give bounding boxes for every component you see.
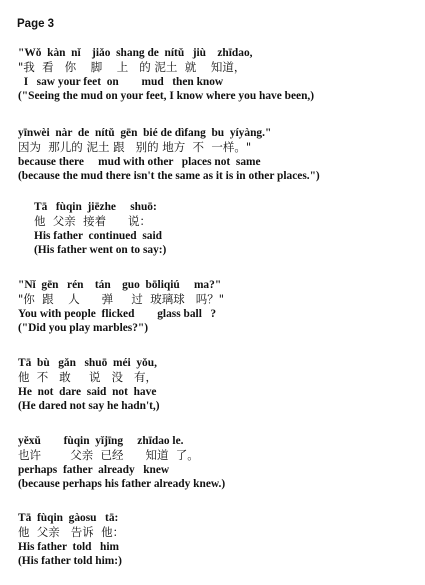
translation-line: (His father went on to say:) [34, 244, 167, 256]
sentence-block-3 [34, 200, 425, 257]
chinese-line: 他 父亲 告诉 他： [18, 525, 125, 539]
literal-gloss-line: because there mud with other places not same [18, 156, 261, 168]
literal-gloss-line: His father continued said [34, 230, 162, 242]
chinese-line: 也许 父亲 已经 知道 了。 [18, 448, 199, 462]
chinese-line: 他 父亲 接着 说： [34, 214, 152, 228]
pinyin-line: Tā bù gǎn shuō méi yǒu, [18, 357, 157, 369]
pinyin-line: yīnwèi nàr de nítǔ gēn bié de dìfang bu yíyàng." [18, 127, 272, 139]
literal-gloss-line: You with people flicked glass ball ? [18, 308, 217, 320]
translation-line: ("Seeing the mud on your feet, I know where you have been,) [18, 90, 315, 102]
sentence-block-6 [18, 434, 418, 491]
sentence-block-5 [18, 356, 418, 413]
pinyin-line: "Nǐ gēn rén tán guo bōliqiú ma?" [18, 279, 222, 291]
pinyin-line: "Wǒ kàn nǐ jiǎo shang de nítǔ jiù zhīdao, [18, 47, 253, 59]
sentence-block-7 [18, 511, 418, 568]
literal-gloss-line: perhaps father already knew [18, 464, 170, 476]
pinyin-line: Tā fùqin jiēzhe shuō: [34, 201, 157, 213]
translation-line: (He dared not say he hadn't,) [18, 400, 160, 412]
pinyin-line: yěxǔ fùqin yǐjīng zhīdao le. [18, 435, 184, 447]
sentence-block-2 [18, 126, 418, 183]
literal-gloss-line: I saw your feet on mud then know [18, 76, 224, 88]
sentence-block-1 [18, 46, 418, 103]
literal-gloss-line: He not dare said not have [18, 386, 157, 398]
translation-line: (because the mud there isn't the same as it is in other places.") [18, 170, 320, 182]
translation-line: (because perhaps his father already knew.) [18, 478, 226, 490]
translation-line: ("Did you play marbles?") [18, 322, 149, 334]
literal-gloss-line: His father told him [18, 541, 120, 553]
chinese-line: "我 看 你 脚 上 的 泥土 就 知道， [18, 60, 246, 74]
translation-line: (His father told him:) [18, 555, 122, 567]
pinyin-line: Tā fùqin gàosu tā: [18, 512, 119, 524]
page-number: Page 3 [17, 18, 55, 30]
sentence-block-4 [18, 278, 418, 335]
chinese-line: 因为 那儿的 泥土 跟 别的 地方 不 一样。" [18, 140, 252, 154]
chinese-line: "你 跟 人 弹 过 玻璃球 吗？" [18, 292, 224, 306]
chinese-line: 他 不 敢 说 没 有， [18, 370, 157, 384]
